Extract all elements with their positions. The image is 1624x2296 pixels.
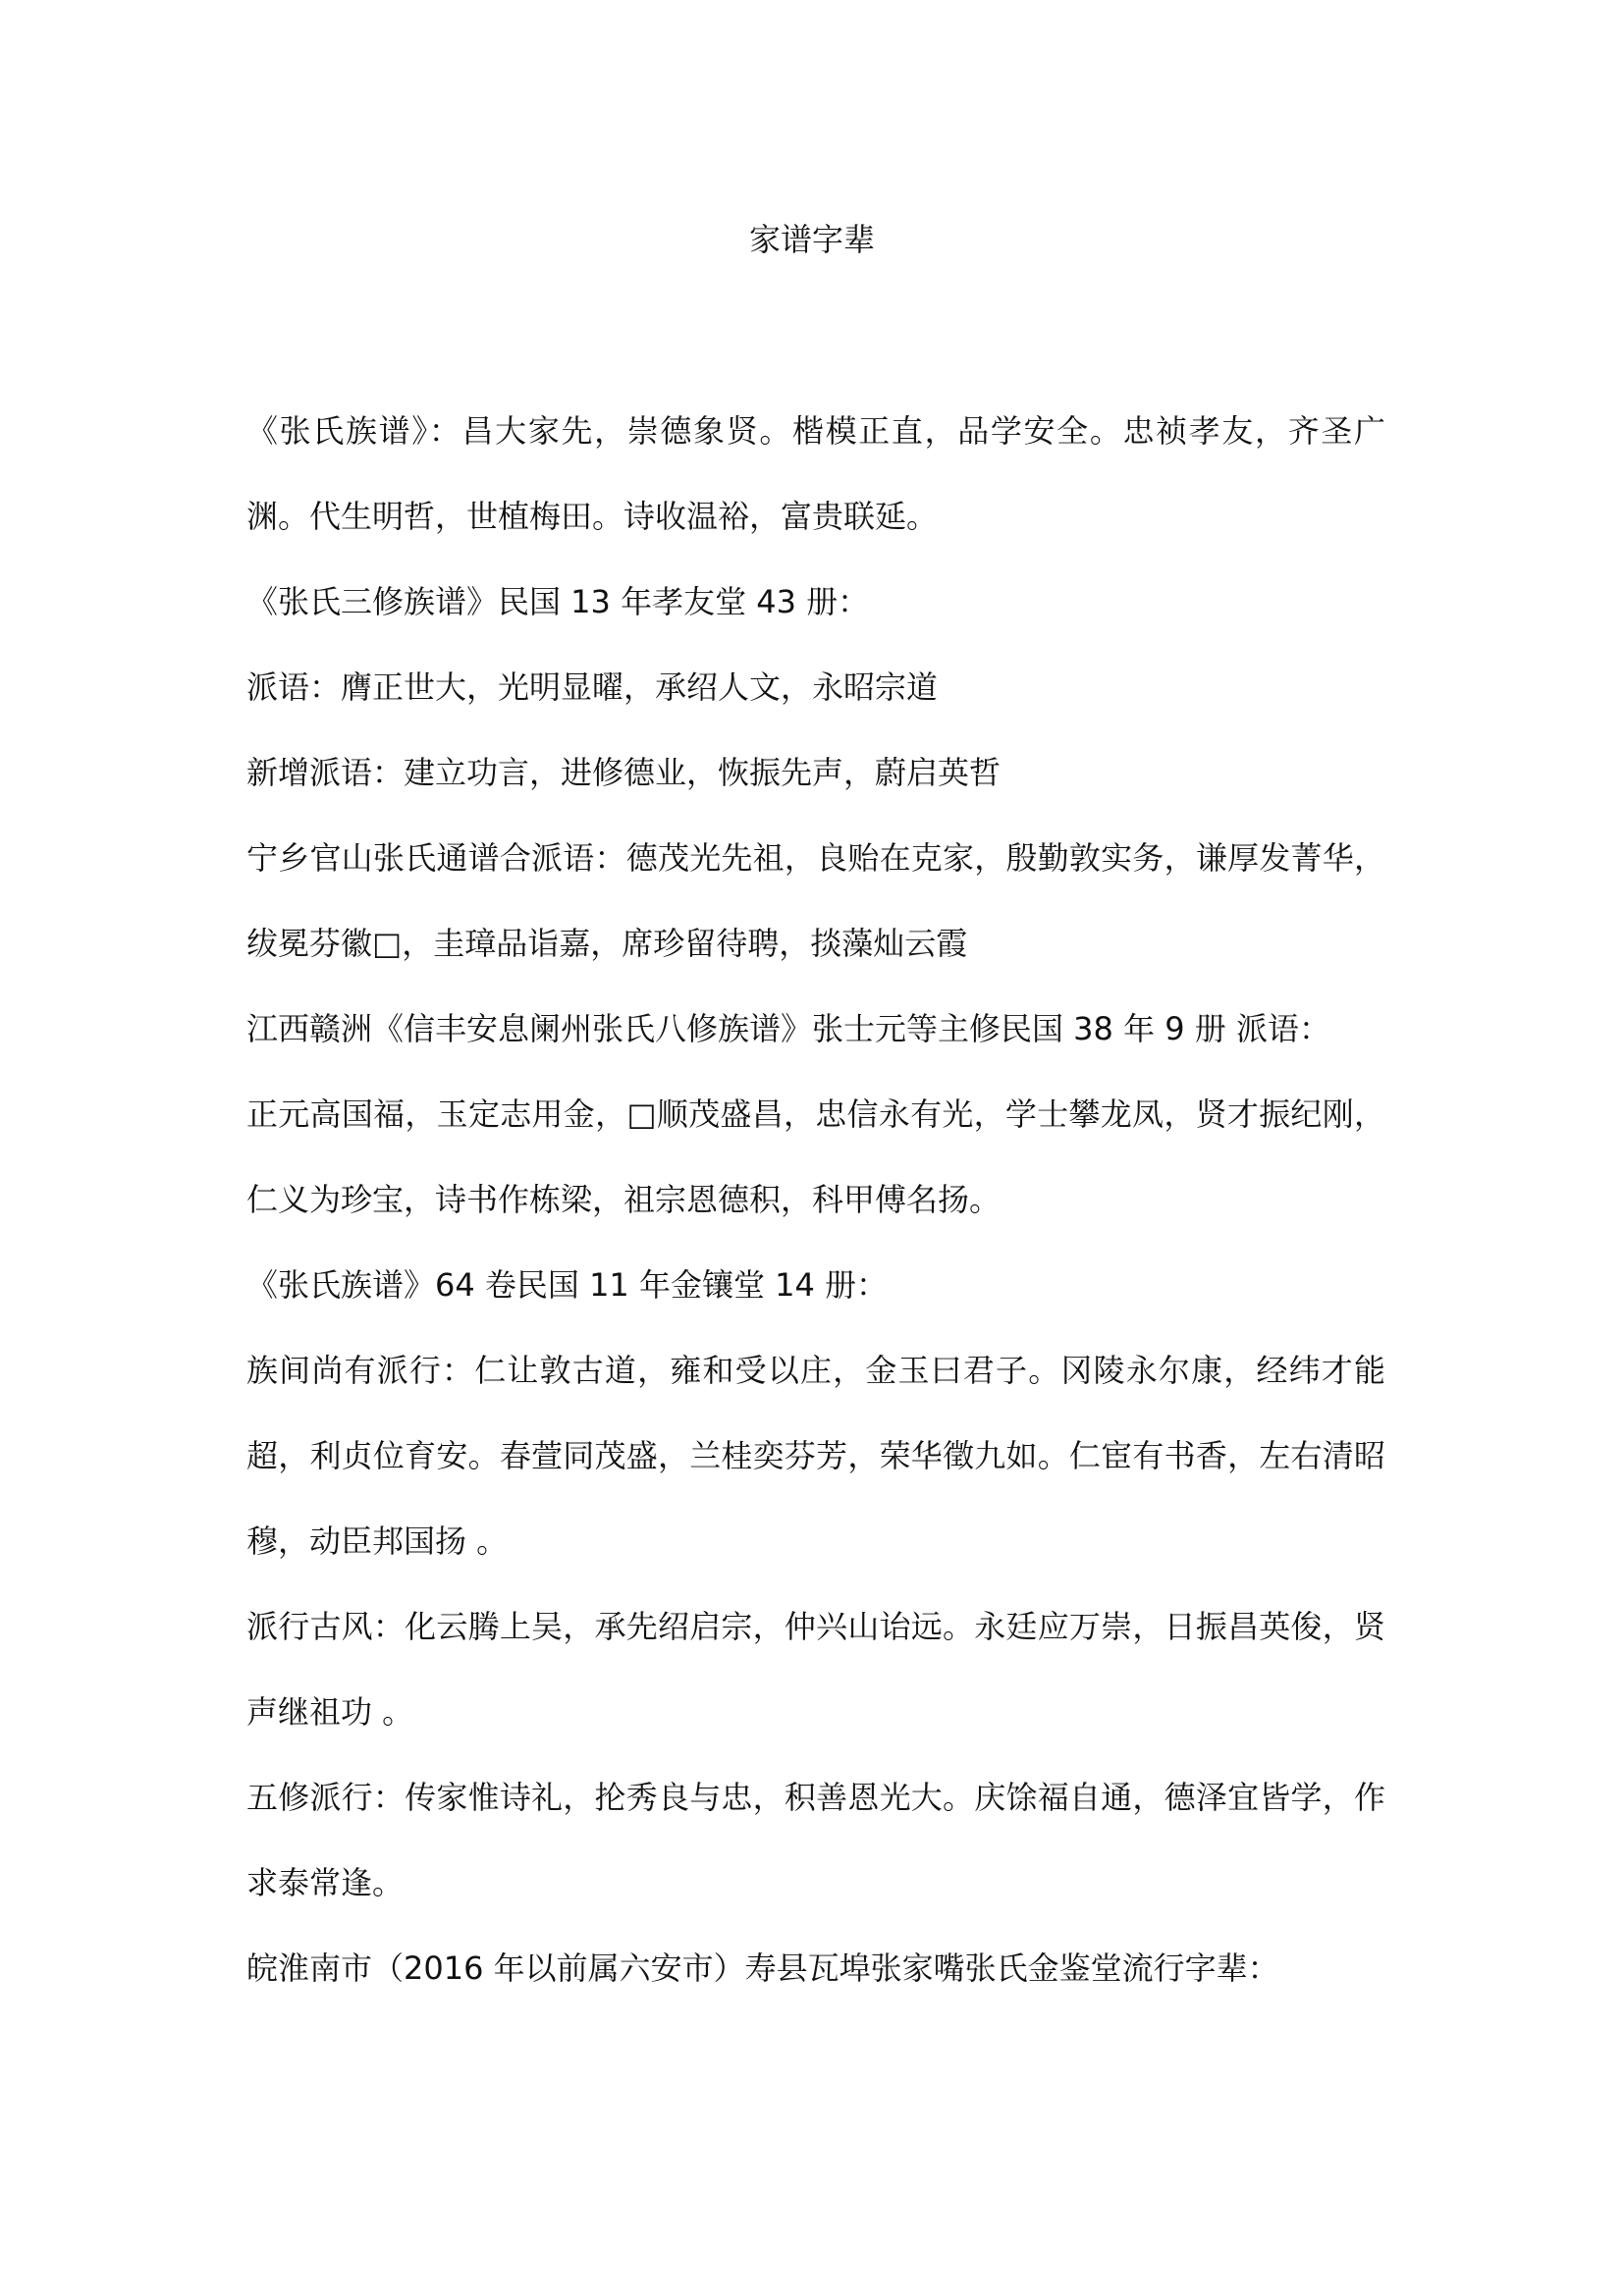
paragraph-generation-poem: 派语：膺正世大，光明显曜，承绍人文，永昭宗道: [246, 668, 939, 706]
paragraph-fifth-revision-poem: 五修派行：传家惟诗礼，抡秀良与忠，积善恩光大。庆馀福自通，德泽宜皆学，作求泰常逢。: [246, 1779, 1385, 1901]
paragraph-ningxiang-guanshan: 宁乡官山张氏通谱合派语：德茂光先祖，良贻在克家，殷勤敦实务，谦厚发菁华，绂冕芬徽□，圭璋品诣嘉，席珍留待聘，掞藻灿云霞: [246, 839, 1385, 962]
paragraph-jiangxi-generation-poem: 正元高国福，玉定志用金，□顺茂盛昌，忠信永有光，学士攀龙凤，贤才振纪刚，仁义为珍宝，诗书作栋梁，祖宗恩德积，科甲傅名扬。: [246, 1095, 1385, 1218]
paragraph-clan-generation-poem: 族间尚有派行：仁让敦古道，雍和受以庄，金玉曰君子。冈陵永尔康，经纬才能超，利贞位育安。春萱同茂盛，兰桂奕芬芳，荣华徵九如。仁宦有书香，左右清昭穆，动臣邦国扬 。: [246, 1352, 1385, 1560]
paragraph-jiangxi-ganzhou-heading: 江西赣洲《信丰安息阑州张氏八修族谱》张士元等主修民国 38 年 9 册 派语：: [246, 1010, 1330, 1047]
paragraph-ancient-style-poem: 派行古风：化云腾上吴，承先绍启宗，仲兴山诒远。永廷应万崇，日振昌英俊，贤声继祖功 。: [246, 1608, 1385, 1731]
paragraph-new-generation-poem: 新增派语：建立功言，进修德业，恢振先声，蔚启英哲: [246, 754, 1001, 791]
document-body: [246, 389, 1385, 2011]
paragraph-jinxiangtang-heading: 《张氏族谱》64 卷民国 11 年金镶堂 14 册：: [246, 1266, 889, 1304]
paragraph-third-revision-heading: 《张氏三修族谱》民国 13 年孝友堂 43 册：: [246, 583, 870, 620]
document-title: 家谱字辈: [748, 221, 875, 258]
paragraph-huainan-shouxian-heading: 皖淮南市（2016 年以前属六安市）寿县瓦埠张家嘴张氏金鉴堂流行字辈：: [246, 1949, 1279, 1987]
paragraph-zhang-clan-genealogy: 《张氏族谱》：昌大家先，崇德象贤。楷模正直，品学安全。忠祯孝友，齐圣广渊。代生明哲，世植梅田。诗收温裕，富贵联延。: [246, 412, 1385, 535]
